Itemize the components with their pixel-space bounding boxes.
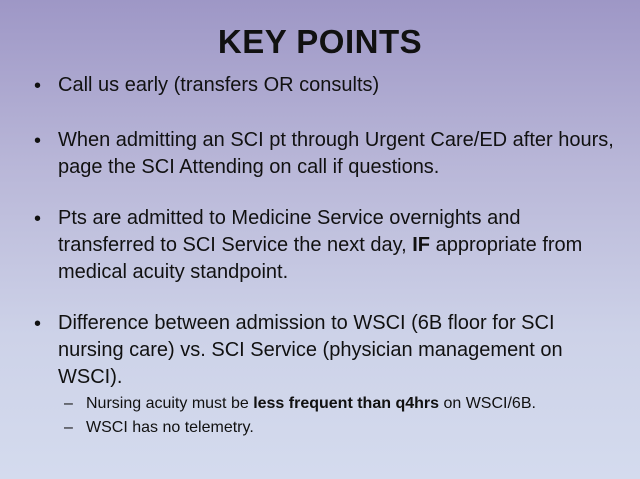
bullet-item xyxy=(34,310,614,391)
sub-bullet-item xyxy=(64,393,624,415)
bullet-text xyxy=(58,205,614,286)
bullet-marker: • xyxy=(34,208,42,230)
bullet-marker: • xyxy=(34,130,42,152)
bullet-text: When admitting an SCI pt through Urgent Care/ED after hours, page the SCI Attending on call if questions. xyxy=(58,129,614,178)
sub-bullet-marker: – xyxy=(64,419,73,436)
sub-bullet-text xyxy=(86,393,624,415)
sub-bullet-text-part: on WSCI/6B. xyxy=(439,395,536,412)
sub-bullet-item xyxy=(64,417,624,439)
bullet-item xyxy=(34,127,614,181)
slide-title: KEY POINTS xyxy=(217,23,423,60)
sub-bullet-text-emphasis: less frequent than q4hrs xyxy=(253,395,440,412)
bullet-text: Call us early (transfers OR consults) xyxy=(58,74,380,96)
bullet-item xyxy=(34,205,614,286)
bullet-marker: • xyxy=(34,313,42,335)
bullet-item xyxy=(34,72,614,99)
bullet-text: Difference between admission to WSCI (6B floor for SCI nursing care) vs. SCI Service (physician management on WSCI). xyxy=(58,312,563,388)
bullet-marker: • xyxy=(34,75,42,97)
sub-bullet-text-part: Nursing acuity must be xyxy=(86,395,254,412)
sub-bullet-marker: – xyxy=(64,395,73,412)
bullet-text-part: Pts are admitted to Medicine Service overnights and transferred to SCI Service the next day, xyxy=(58,207,521,256)
sub-bullet-text: WSCI has no telemetry. xyxy=(86,419,254,436)
bullet-text-emphasis: IF xyxy=(412,234,431,256)
bullet-text-part: appropriate from medical acuity standpoint. xyxy=(58,234,583,283)
